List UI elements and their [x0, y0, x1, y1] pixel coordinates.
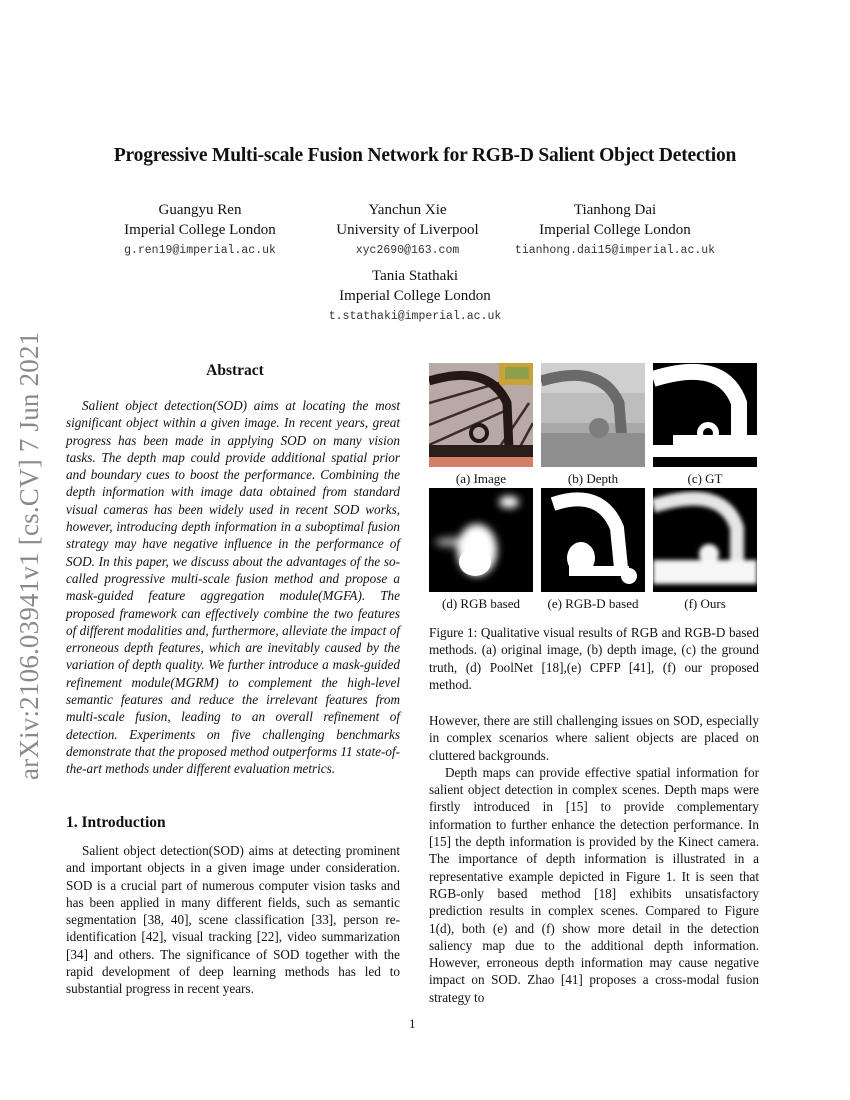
figure-panel-label: (c) GT — [687, 471, 723, 486]
intro-paragraph-1: Salient object detection(SOD) aims at detecting prominent and important objects in a given image under consideration. SOD is a crucial part of numerous computer vision tasks and has been applied in many different fields, such as semantic segmentation [38, 40], scene classification [33], person re-identification [42], visual tracking [22], video summarization [34] and others. The significance of SOD together with the rapid development of deep learning methods has led to substantial progress in recent years. — [66, 843, 400, 997]
figure-1-caption-block — [429, 624, 759, 693]
author-name: Guangyu Ren — [158, 202, 242, 218]
rgbd-result-image — [541, 488, 645, 592]
figure-panel-label: (d) RGB based — [442, 596, 520, 611]
paper-title: Progressive Multi-scale Fusion Network for RGB-D Salient Object Detection — [113, 145, 737, 166]
author-affiliation: Imperial College London — [339, 288, 491, 304]
ground-truth-image — [653, 363, 757, 467]
figure-panel-a — [429, 363, 533, 487]
author-block-2 — [300, 200, 515, 262]
page-number: 1 — [409, 1016, 416, 1031]
author-affiliation: University of Liverpool — [336, 222, 479, 238]
author-name: Yanchun Xie — [368, 202, 447, 218]
intro-paragraph-3: Depth maps can provide effective spatial information for salient object detection in complex scenes. Depth maps were firstly introduced in [15] to provide complementary information to further enhance the detection performance. In [15] the depth information is provided by the Kinect camera. The importance of depth information is illustrated in a representative example depicted in Figure 1. It is seen that RGB-only based method [18] exhibits unsatisfactory prediction results in complex scenes. Compared to Figure 1(d), both (e) and (f) show more detail in the detection saliency map due to the additional depth information. However, erroneous depth information may cause negative impact on SOD. Zhao [41] proposes a cross-modal fusion strategy to — [429, 764, 759, 1005]
figure-panel-e — [541, 488, 645, 612]
author-email[interactable]: g.ren19@imperial.ac.uk — [124, 244, 276, 257]
author-block-4 — [305, 266, 525, 328]
author-block-1 — [95, 200, 305, 262]
photo-image — [429, 363, 533, 467]
author-block-3 — [500, 200, 730, 262]
figure-panel-c — [653, 363, 757, 487]
figure-panel-f — [653, 488, 757, 612]
abstract-heading: Abstract — [206, 362, 264, 379]
figure-panel-b — [541, 363, 645, 487]
abstract-text: Salient object detection(SOD) aims at locating the most significant object within a given image. In recent years, great progress has been made in applying SOD on many vision tasks. The depth map could provide additional spatial prior and boundary cues to boost the performance. Combining the depth information with image data obtained from standard visual cameras has been widely used in recent SOD works, however, introducing depth information in a suboptimal fusion strategy may have negative influence in the performance of SOD. In this paper, we discuss about the advantages of the so-called progressive multi-scale fusion method and propose a mask-guided feature aggregation module(MGFA). The proposed framework can effectively combine the two features of different modalities and, furthermore, alleviate the impact of erroneous depth features, which are inevitably caused by the variation of depth quality. We further introduce a mask-guided refinement module(MGRM) to complement the high-level semantic features and reduce the irrelevant features from multi-scale fusion, leading to an overall refinement of detection. Experiments on five challenging benchmarks demonstrate that the proposed method outperforms 11 state-of-the-art methods under different evaluation metrics. — [66, 398, 400, 777]
figure-panel-label: (b) Depth — [567, 471, 619, 486]
author-name: Tianhong Dai — [573, 202, 657, 218]
author-email[interactable]: t.stathaki@imperial.ac.uk — [328, 310, 502, 323]
author-affiliation: Imperial College London — [124, 222, 276, 238]
author-name: Tania Stathaki — [371, 268, 458, 284]
introduction-left-column — [66, 842, 400, 998]
figure-panel-label: (f) Ours — [684, 596, 726, 611]
ours-result-image — [653, 488, 757, 592]
figure-panel-label: (e) RGB-D based — [547, 596, 639, 611]
author-email[interactable]: xyc2690@163.com — [355, 244, 460, 257]
introduction-right-column — [429, 712, 759, 1006]
rgb-result-image — [429, 488, 533, 592]
depth-image — [541, 363, 645, 467]
author-affiliation: Imperial College London — [539, 222, 691, 238]
intro-paragraph-2: However, there are still challenging issues on SOD, especially in complex scenarios where salient objects are placed on cluttered backgrounds. — [429, 713, 759, 763]
abstract-body — [66, 397, 400, 778]
arxiv-stamp: arXiv:2106.03941v1 [cs.CV] 7 Jun 2021 — [14, 331, 44, 780]
introduction-heading: 1. Introduction — [66, 814, 166, 831]
figure-1-caption: Figure 1: Qualitative visual results of RGB and RGB-D based methods. (a) original image, (b) depth image, (c) the ground truth, (d) PoolNet [18],(e) CPFP [41], (f) our proposed method. — [429, 625, 759, 692]
author-email[interactable]: tianhong.dai15@imperial.ac.uk — [514, 244, 716, 257]
figure-panel-d — [429, 488, 533, 612]
figure-panel-label: (a) Image — [455, 471, 507, 486]
